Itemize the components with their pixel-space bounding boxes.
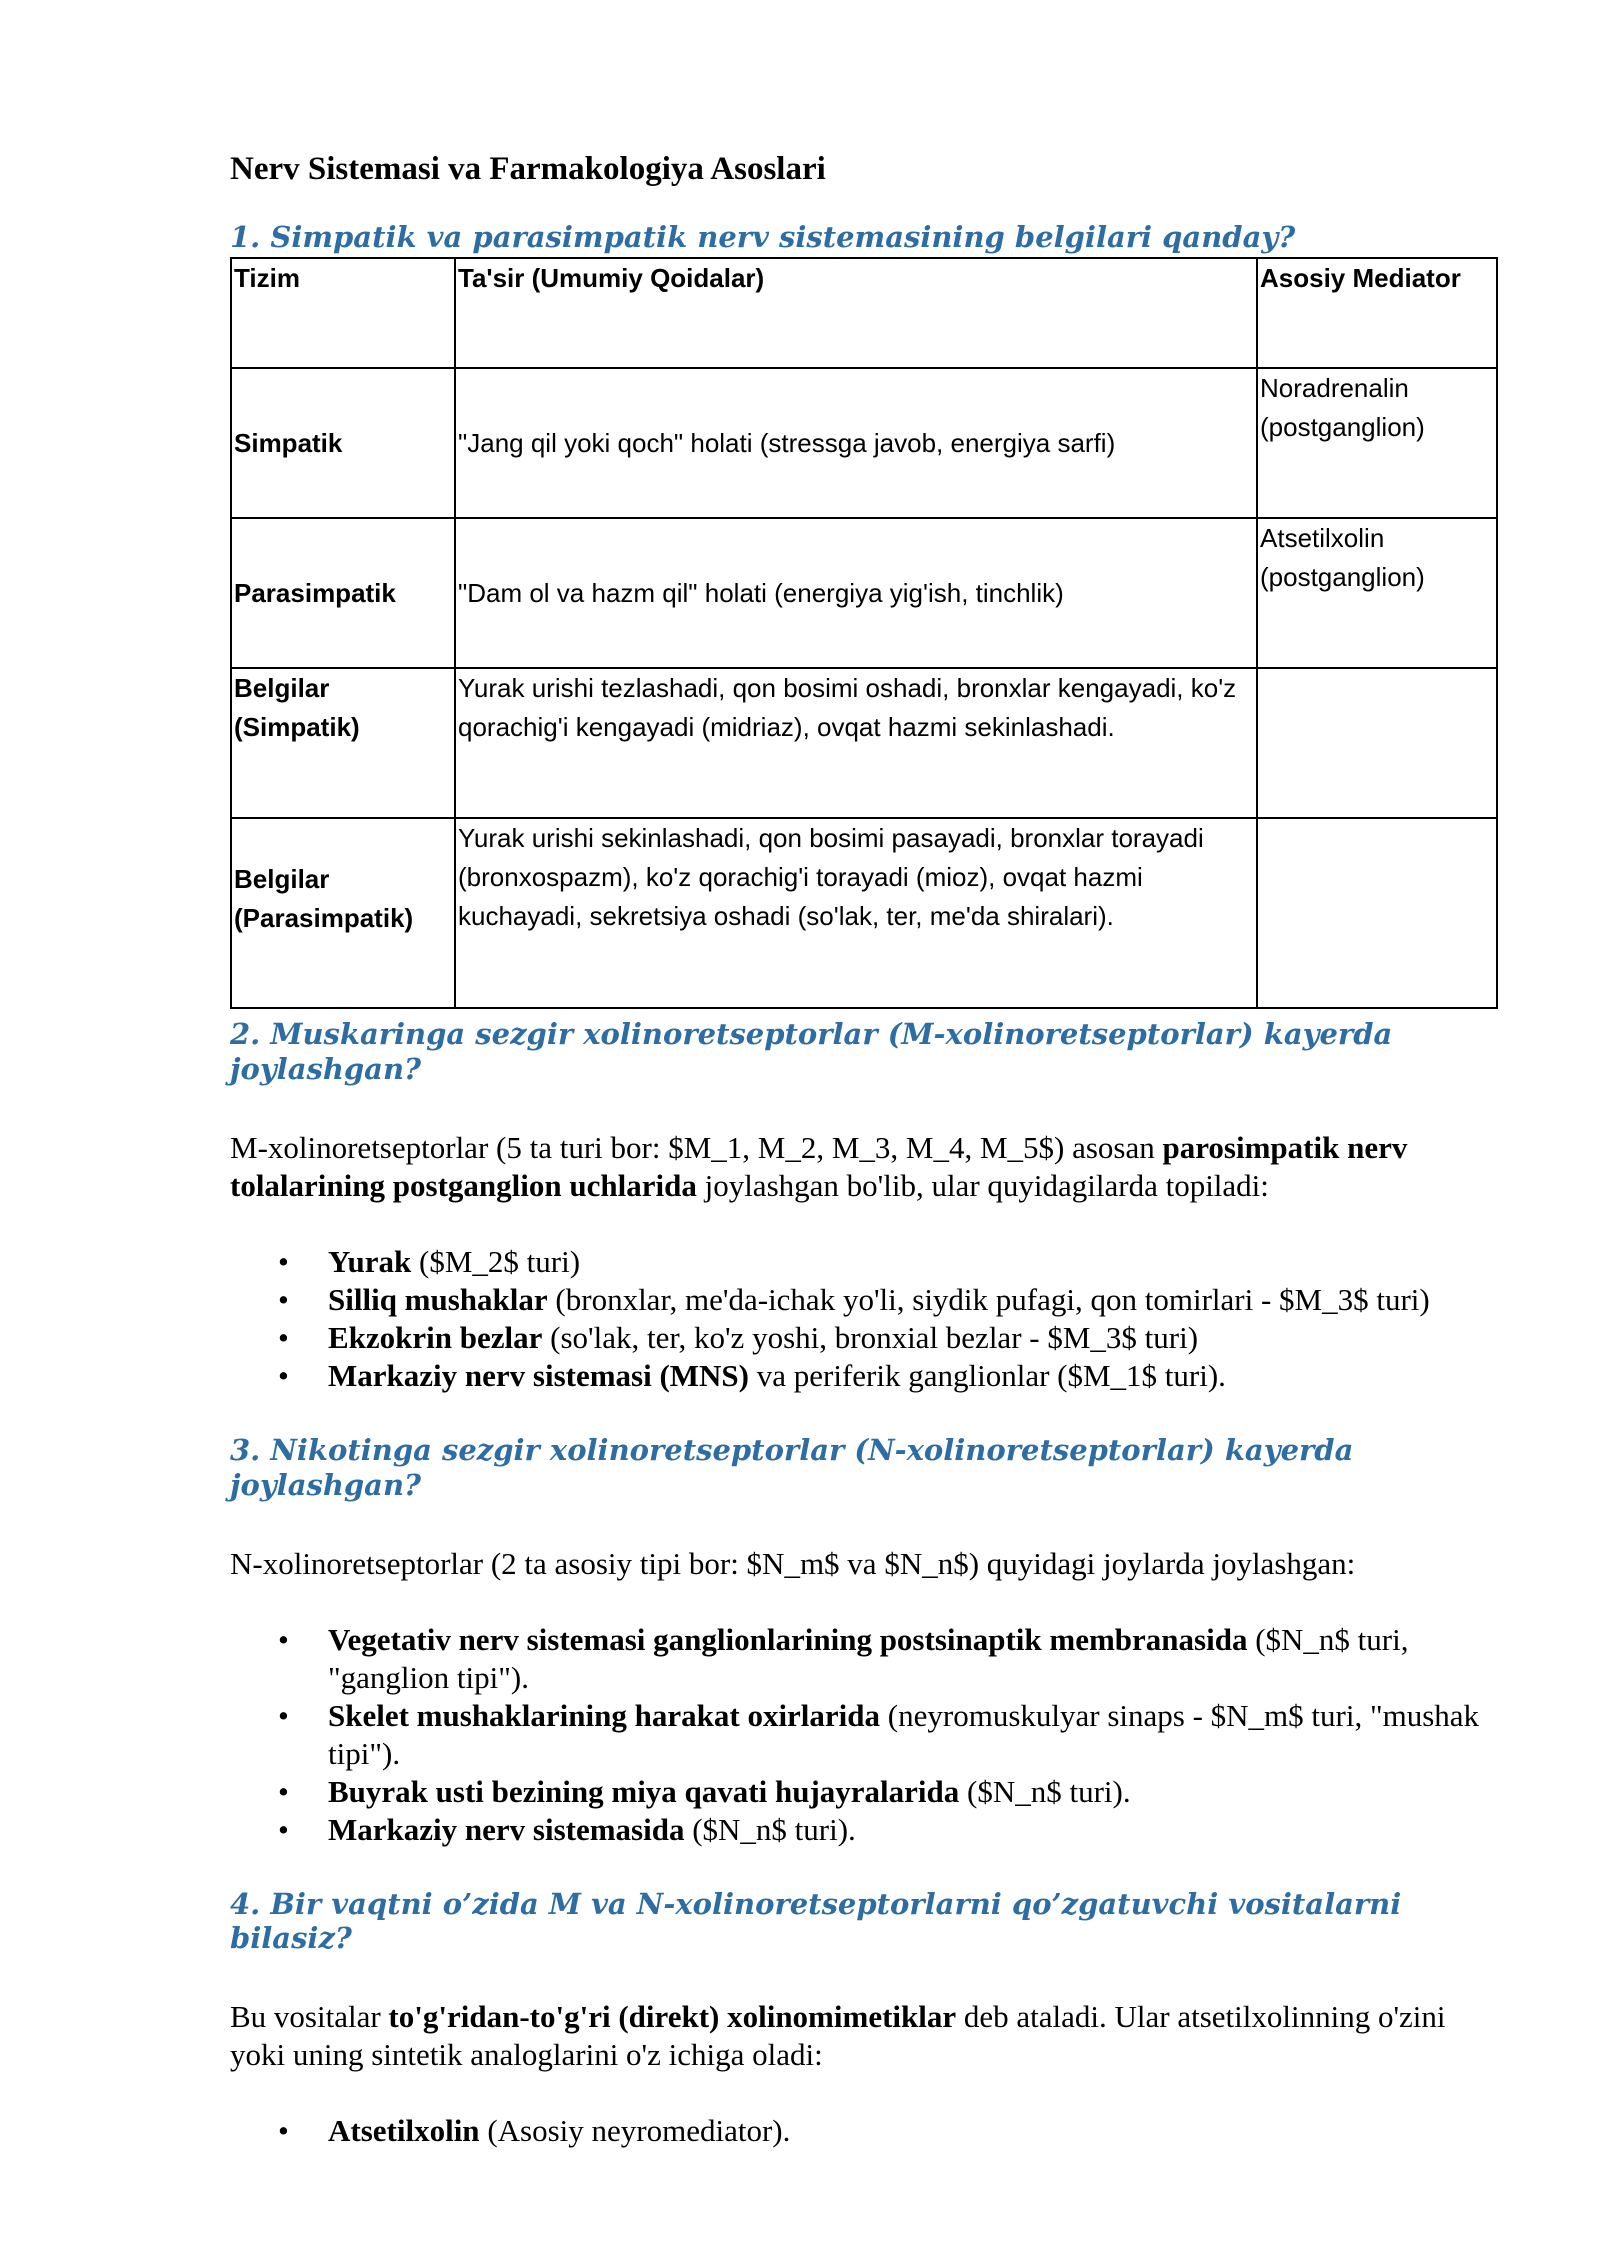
intro-text: M-xolinoretseptorlar (5 ta turi bor: $M_1, M_2, M_3, M_4, M_5$) asosan <box>230 1129 1163 1165</box>
question-2-list <box>230 1243 1505 1395</box>
bullet-icon: • <box>278 1811 289 1847</box>
bullet-icon: • <box>278 1357 289 1393</box>
item-text: (Asosiy neyromediator). <box>479 2113 791 2149</box>
row-name: Parasimpatik <box>231 518 455 668</box>
list-item <box>278 1319 1505 1357</box>
row-effect: Yurak urishi tezlashadi, qon bosimi oshadi, bronxlar kengayadi, ko'z qorachig'i kengayadi (midriaz), ovqat hazmi sekinlashadi. <box>455 668 1257 818</box>
question-3-intro: N-xolinoretseptorlar (2 ta asosiy tipi bor: $N_m$ va $N_n$) quyidagi joylarda joylashgan: <box>230 1545 1356 1581</box>
row-mediator <box>1257 668 1497 818</box>
table-row <box>231 818 1497 1008</box>
bullet-icon: • <box>278 1319 289 1355</box>
bullet-icon: • <box>278 2113 289 2149</box>
document-content <box>230 150 1505 2188</box>
list-item <box>278 2112 1505 2150</box>
bullet-icon: • <box>278 1773 289 1809</box>
list-item <box>278 1243 1505 1281</box>
item-bold: Atsetilxolin <box>328 2113 480 2149</box>
row-name: Belgilar (Simpatik) <box>231 668 455 818</box>
item-text: (bronxlar, me'da-ichak yo'li, siydik pufagi, qon tomirlari - $M_3$ turi) <box>547 1281 1430 1317</box>
list-item <box>278 1357 1505 1395</box>
item-text: ($N_n$ turi). <box>684 1811 856 1847</box>
list-item <box>278 1773 1505 1811</box>
item-bold: Skelet mushaklarining harakat oxirlarida <box>328 1697 881 1733</box>
bullet-icon: • <box>278 1621 289 1657</box>
item-bold: Buyrak usti bezining miya qavati hujayralarida <box>328 1773 960 1809</box>
question-2-intro <box>230 1129 1505 1205</box>
bullet-icon: • <box>278 1281 289 1317</box>
table-row <box>231 368 1497 518</box>
list-item <box>278 1281 1505 1319</box>
item-bold: Markaziy nerv sistemasi (MNS) <box>328 1357 749 1393</box>
item-text: ($N_n$ turi, "ganglion tipi"). <box>328 1621 1409 1695</box>
item-bold: Vegetativ nerv sistemasi ganglionlarining postsinaptik membranasida <box>328 1621 1248 1657</box>
row-effect: Yurak urishi sekinlashadi, qon bosimi pasayadi, bronxlar torayadi (bronxospazm), ko'z qorachig'i torayadi (mioz), ovqat hazmi kuchayadi, sekretsiya oshadi (so'lak, ter, me'da shiralari). <box>455 818 1257 1008</box>
row-name: Simpatik <box>231 368 455 518</box>
table-row <box>231 668 1497 818</box>
question-3-list <box>230 1621 1505 1849</box>
item-bold: Yurak <box>328 1243 412 1279</box>
table-header-row <box>231 258 1497 368</box>
row-mediator: Atsetilxolin (postganglion) <box>1257 518 1497 668</box>
row-effect: "Jang qil yoki qoch" holati (stressga javob, energiya sarfi) <box>455 368 1257 518</box>
document-title: Nerv Sistemasi va Farmakologiya Asoslari <box>230 151 826 187</box>
intro-text: Bu vositalar <box>230 1999 389 2035</box>
item-bold: Markaziy nerv sistemasida <box>328 1811 685 1847</box>
row-effect: "Dam ol va hazm qil" holati (energiya yig'ish, tinchlik) <box>455 518 1257 668</box>
list-item <box>278 1621 1505 1697</box>
item-bold: Silliq mushaklar <box>328 1281 548 1317</box>
item-text: ($N_n$ turi). <box>959 1773 1131 1809</box>
table-row <box>231 518 1497 668</box>
item-bold: Ekzokrin bezlar <box>328 1319 543 1355</box>
intro-bold-text: to'g'ridan-to'g'ri (direkt) xolinomimetiklar <box>388 1999 957 2035</box>
row-mediator: Noradrenalin (postganglion) <box>1257 368 1497 518</box>
intro-bold-text: parosimpatik nerv tolalarining postganglion uchlarida <box>230 1129 1408 1203</box>
header-tasir: Ta'sir (Umumiy Qoidalar) <box>455 258 1257 368</box>
bullet-icon: • <box>278 1697 289 1733</box>
item-text: ($M_2$ turi) <box>411 1243 581 1279</box>
item-text: va periferik ganglionlar ($M_1$ turi). <box>749 1357 1226 1393</box>
item-text: (so'lak, ter, ko'z yoshi, bronxial bezlar - $M_3$ turi) <box>542 1319 1199 1355</box>
question-4-list <box>230 2112 1505 2150</box>
list-item <box>278 1697 1505 1773</box>
row-mediator <box>1257 818 1497 1008</box>
question-4-heading: 4. Bir vaqtni o’zida M va N-xolinoretseptorlarni qo’zgatuvchi vositalarni bilasiz? <box>230 1886 1402 1956</box>
header-tizim: Tizim <box>231 258 455 368</box>
item-text: (neyromuskulyar sinaps - $N_m$ turi, "mushak tipi"). <box>328 1697 1480 1771</box>
intro-text: joylashgan bo'lib, ular quyidagilarda topiladi: <box>696 1167 1269 1203</box>
list-item <box>278 1811 1505 1849</box>
question-3-heading: 3. Nikotinga sezgir xolinoretseptorlar (N-xolinoretseptorlar) kayerda joylashgan? <box>230 1432 1354 1502</box>
question-1-heading: 1. Simpatik va parasimpatik nerv sistemasining belgilari qanday? <box>230 219 1296 254</box>
row-name: Belgilar (Parasimpatik) <box>231 818 455 1008</box>
header-mediator: Asosiy Mediator <box>1257 258 1497 368</box>
nervous-system-table <box>230 257 1498 1009</box>
question-2-heading: 2. Muskaringa sezgir xolinoretseptorlar (M-xolinoretseptorlar) kayerda joylashgan? <box>230 1017 1393 1087</box>
bullet-icon: • <box>278 1243 289 1279</box>
intro-text: deb ataladi. Ular atsetilxolinning o'zini yoki uning sintetik analoglarini o'z ichiga oladi: <box>230 1999 1446 2073</box>
question-4-intro <box>230 1998 1505 2074</box>
